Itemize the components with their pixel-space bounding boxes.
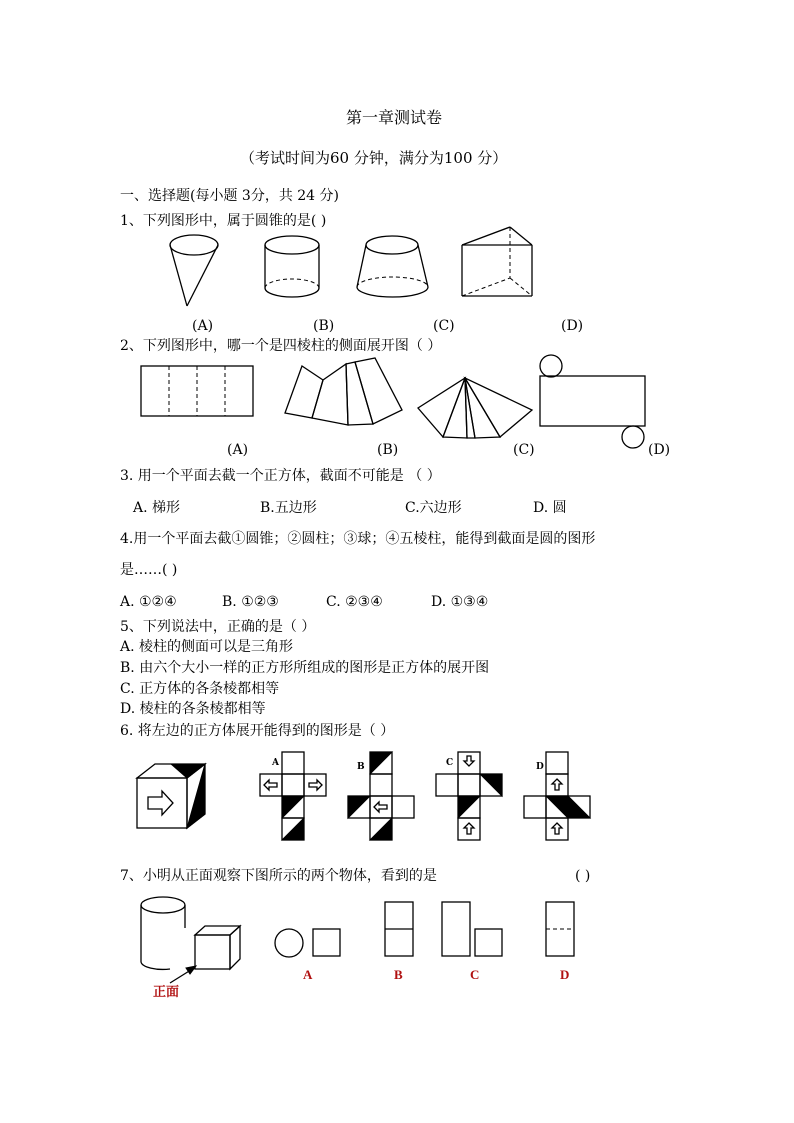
question-7-stem: 7、小明从正面观察下图所示的两个物体，看到的是 (120, 868, 437, 884)
q5-option-a: A. 棱柱的侧面可以是三角形 (120, 639, 294, 655)
q4-option-c: C. ②③④ (326, 594, 383, 610)
q2-label-a: (A) (227, 442, 249, 458)
q4-option-a: A. ①②④ (120, 594, 177, 610)
q6-label-c: C (446, 758, 454, 768)
exam-info: （考试时间为60 分钟，满分为100 分） (240, 149, 508, 167)
q3-option-d: D. 圆 (533, 500, 567, 516)
q1-label-d: (D) (561, 318, 584, 334)
question-3-stem: 3. 用一个平面去截一个正方体，截面不可能是 （ ） (120, 468, 441, 484)
cylinder-object-figure (141, 897, 185, 969)
option-d-figure (546, 902, 574, 956)
q1-label-b: (B) (313, 318, 335, 334)
front-arrow-icon (170, 966, 196, 983)
cube-object-figure (195, 926, 240, 969)
q3-option-c: C.六边形 (405, 500, 462, 516)
q1-label-a: (A) (192, 318, 214, 334)
q5-option-d: D. 棱柱的各条棱都相等 (120, 701, 266, 717)
q4-option-d: D. ①③④ (431, 594, 489, 610)
front-label: 正面 (153, 984, 180, 999)
question-2-stem: 2、下列图形中，哪一个是四棱柱的侧面展开图（ ） (120, 338, 442, 354)
q6-label-a: A (272, 758, 279, 768)
q6-label-b: B (357, 762, 365, 772)
option-c-figure (442, 902, 502, 956)
q2-label-d: (D) (648, 442, 671, 458)
question-4-stem-line1: 4.用一个平面去截①圆锥；②圆柱；③球；④五棱柱，能得到截面是圆的图形 (120, 531, 596, 547)
option-a-figure (275, 929, 340, 957)
option-b-figure (385, 902, 413, 956)
question-1-stem: 1、下列图形中，属于圆锥的是( ) (120, 213, 327, 229)
q7-label-d: D (560, 967, 570, 982)
q7-label-b: B (394, 967, 403, 982)
section-heading: 一、选择题(每小题 3分，共 24 分) (120, 188, 339, 204)
q2-label-c: (C) (513, 442, 535, 458)
q3-option-b: B.五边形 (260, 500, 317, 516)
page-title: 第一章测试卷 (346, 108, 443, 127)
q3-option-a: A. 梯形 (133, 500, 181, 516)
q6-label-d: D (536, 762, 544, 772)
q5-option-c: C. 正方体的各条棱都相等 (120, 681, 280, 697)
q7-label-a: A (303, 967, 313, 982)
question-7-answer-paren: ( ) (575, 868, 591, 884)
question-6-stem: 6. 将左边的正方体展开能得到的图形是（ ） (120, 723, 395, 739)
q7-label-c: C (470, 967, 480, 982)
q5-option-b: B. 由六个大小一样的正方形所组成的图形是正方体的展开图 (120, 660, 490, 676)
question-4-stem-line2: 是……( ) (120, 562, 178, 578)
q1-label-c: (C) (433, 318, 455, 334)
question-5-stem: 5、下列说法中，正确的是（ ） (120, 619, 316, 635)
q4-option-b: B. ①②③ (222, 594, 279, 610)
q2-label-b: (B) (377, 442, 399, 458)
